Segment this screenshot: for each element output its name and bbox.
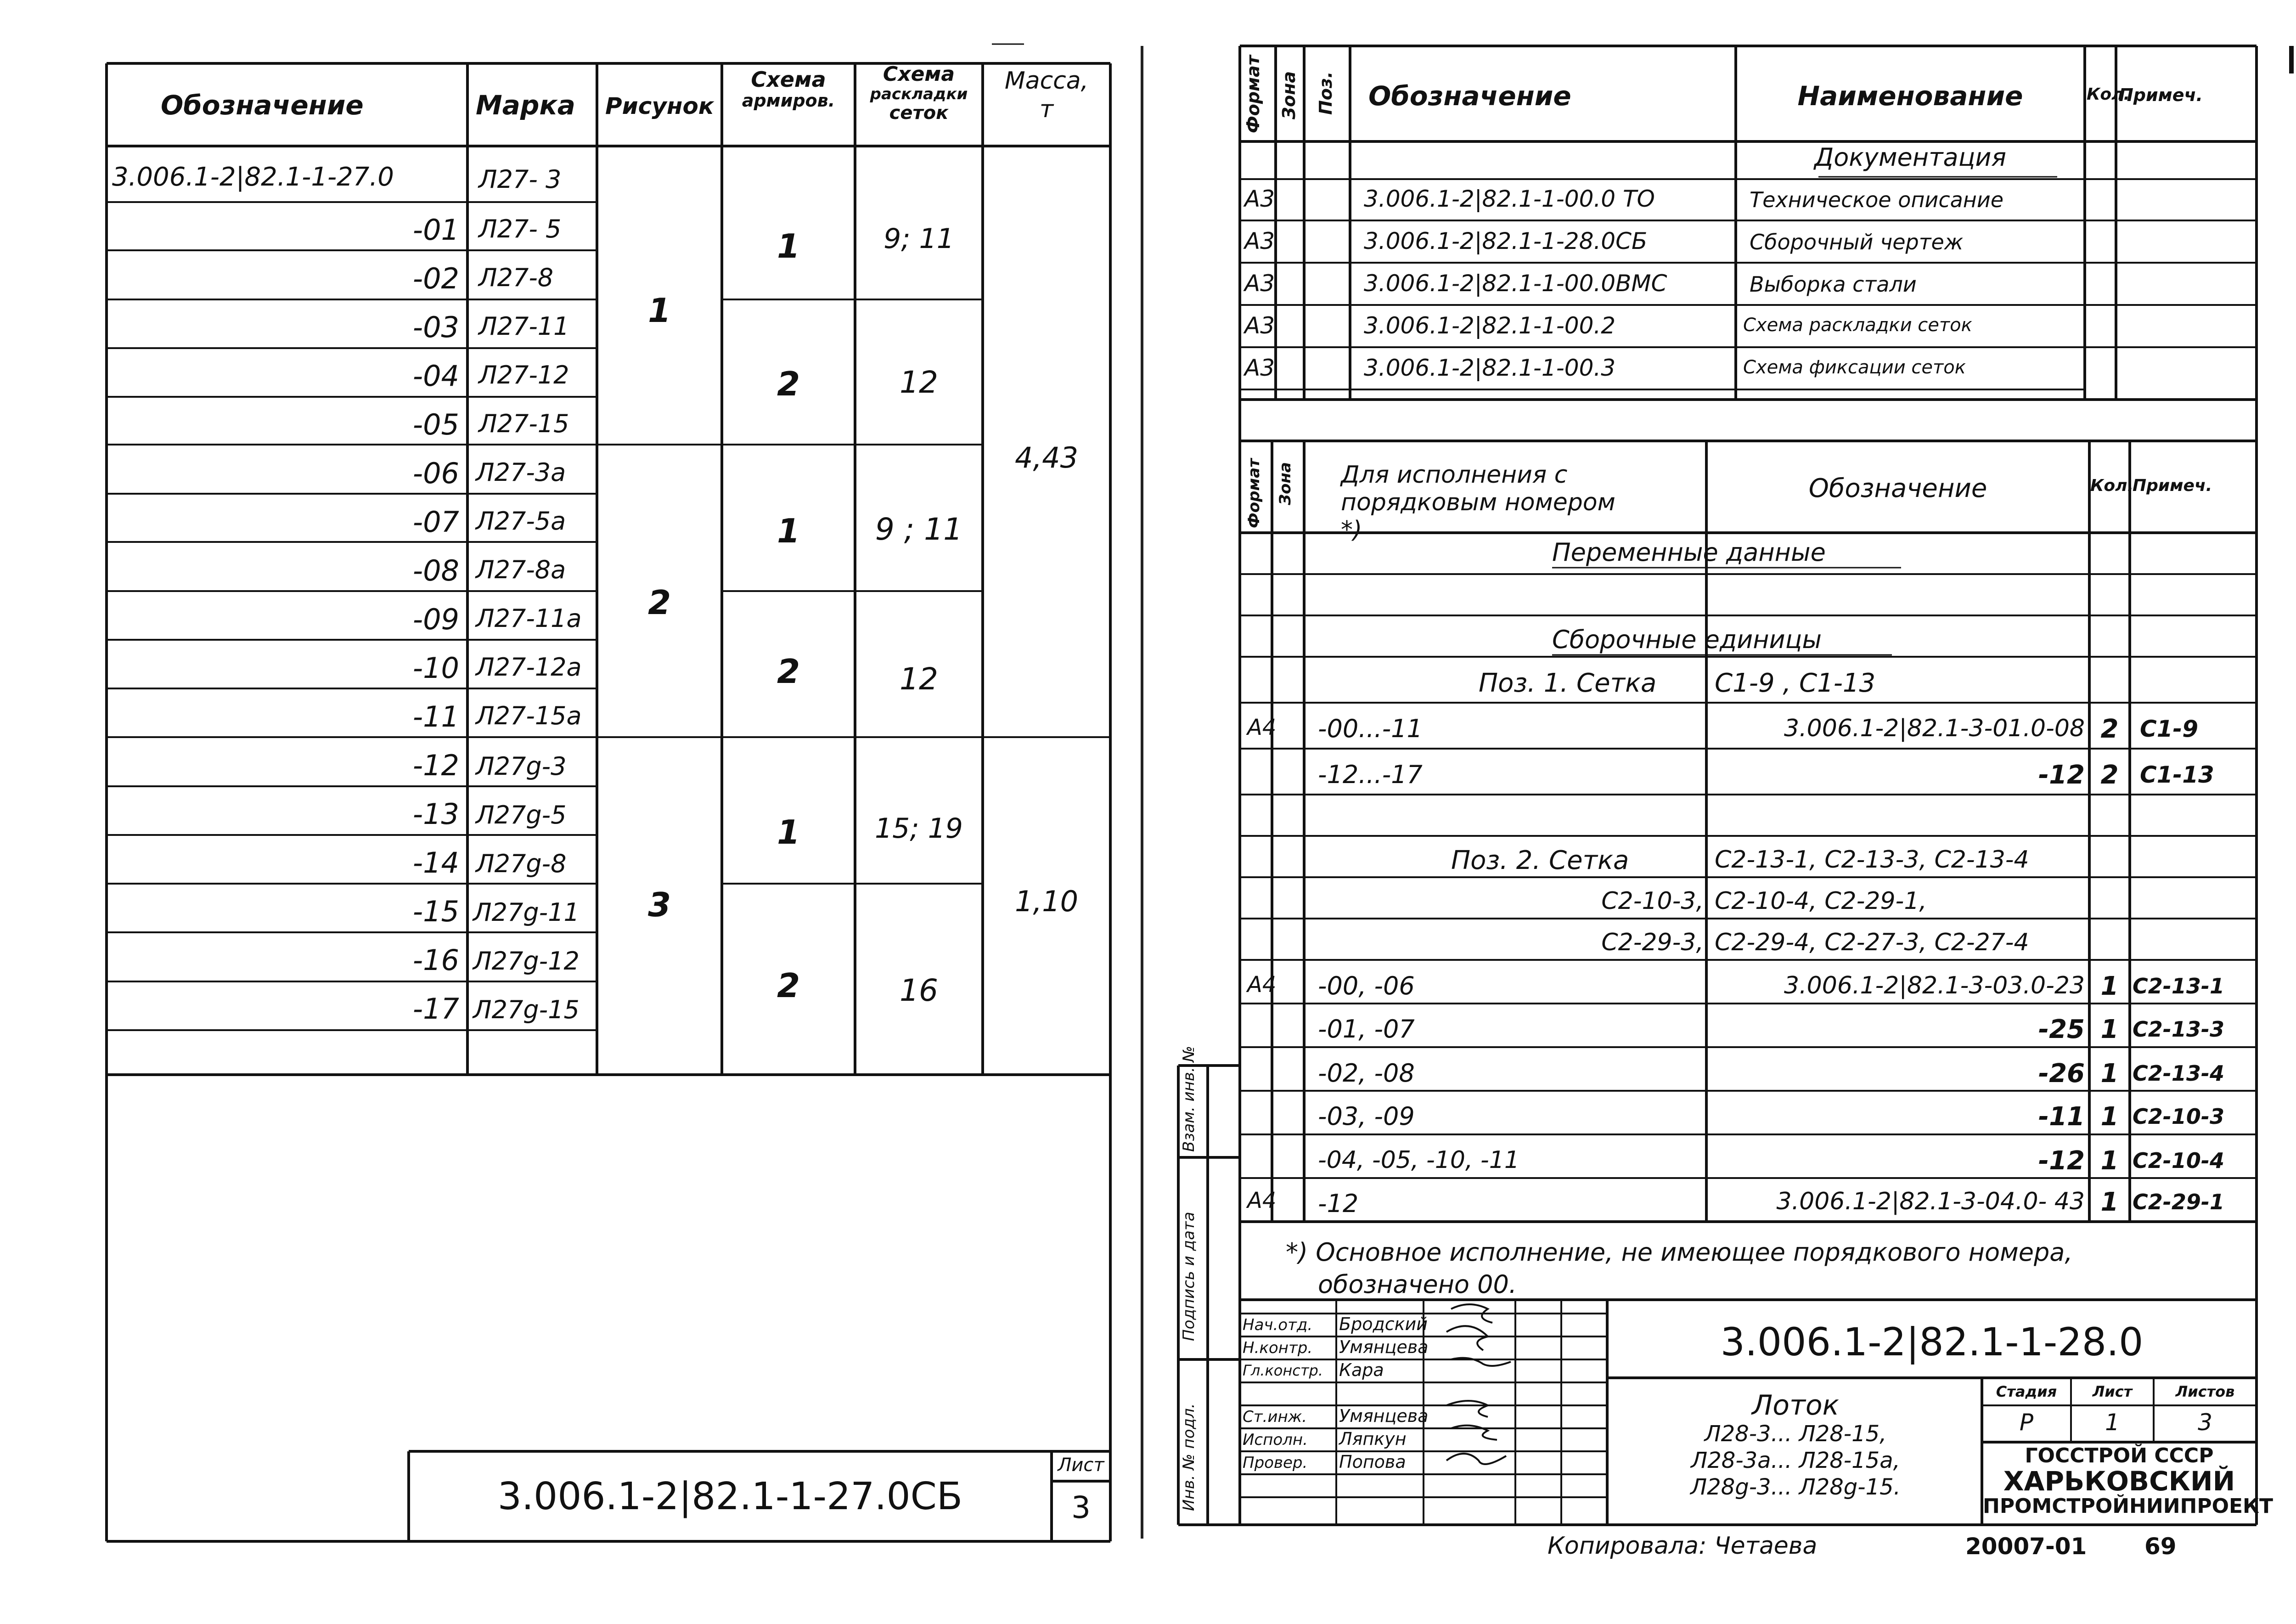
table-row-mark: Л27-12а bbox=[476, 653, 582, 682]
table-row-designation: 3.006.1-2|82.1-1-27.0 bbox=[112, 162, 394, 192]
sheet-value: 1 bbox=[2105, 1409, 2120, 1436]
table-row-designation: -14 bbox=[412, 846, 459, 880]
table-row-designation: -17 bbox=[412, 992, 459, 1026]
signature-name: Умянцева bbox=[1339, 1337, 1429, 1357]
variant-row-note: С2-10-4 bbox=[2133, 1148, 2224, 1173]
table-row-mark: Л27g-11 bbox=[473, 898, 580, 927]
variant-header-note: Примеч. bbox=[2133, 476, 2212, 495]
figure-group: 3 bbox=[647, 885, 671, 924]
table-row-designation: -06 bbox=[412, 457, 459, 490]
pos2-title: Поз. 2. Сетка bbox=[1451, 846, 1629, 875]
table-row-designation: -07 bbox=[412, 505, 459, 539]
variant-row-designation: 3.006.1-2|82.1-3-01.0-08 bbox=[1784, 715, 2085, 742]
figure-group: 1 bbox=[647, 291, 671, 330]
variant-row-designation: -12 bbox=[2038, 1146, 2085, 1176]
doc-designation: 3.006.1-2|82.1-1-00.0ВМС bbox=[1364, 270, 1667, 297]
doc-designation: 3.006.1-2|82.1-1-00.2 bbox=[1364, 312, 1616, 339]
doc-designation: 3.006.1-2|82.1-1-28.0СБ bbox=[1364, 228, 1648, 254]
col-header-mark: Марка bbox=[476, 90, 575, 121]
doc-format: А3 bbox=[1244, 186, 1275, 212]
footnote-line-1: *) Основное исполнение, не имеющее порядкового номера, bbox=[1286, 1238, 2073, 1267]
table-row-designation: -12 bbox=[412, 749, 459, 782]
left-sheet-label: Лист bbox=[1058, 1455, 1104, 1476]
variant-row-number: -00...-11 bbox=[1318, 714, 1423, 743]
scheme-reinf-value: 2 bbox=[777, 365, 800, 403]
pos2-meshes: С2-10-4, С2-29-1, bbox=[1715, 887, 1927, 915]
stamp-sign-date: Подпись и дата bbox=[1180, 1212, 1198, 1341]
signature-scribbles bbox=[1446, 1304, 1511, 1464]
scheme-reinf-value: 2 bbox=[777, 966, 800, 1005]
table-row-mark: Л27-11 bbox=[478, 312, 569, 341]
table-row-designation: -03 bbox=[412, 310, 459, 344]
col-header-scheme-reinf bbox=[723, 69, 854, 109]
variant-header-designation: Обозначение bbox=[1808, 474, 1987, 503]
footnote-line-2: обозначено 00. bbox=[1318, 1270, 1517, 1299]
scheme-mesh-label-2: раскладки bbox=[870, 85, 968, 103]
col-header-format: Формат bbox=[1243, 55, 1263, 133]
product-marks: Л28g-3... Л28g-15. bbox=[1690, 1474, 1901, 1500]
signature-name: Бродский bbox=[1339, 1314, 1428, 1334]
scheme-reinf-value: 1 bbox=[777, 813, 800, 851]
right-page bbox=[1157, 0, 2296, 1624]
scheme-mesh-label-3: сеток bbox=[889, 102, 949, 124]
signature-role: Исполн. bbox=[1243, 1431, 1308, 1449]
right-drawing-code: 3.006.1-2|82.1-1-28.0 bbox=[1720, 1320, 2144, 1365]
doc-format: А3 bbox=[1244, 270, 1275, 297]
doc-name: Сборочный чертеж bbox=[1750, 230, 1964, 254]
section-assembly-units: Сборочные единицы bbox=[1552, 625, 1822, 654]
variant-header-format: Формат bbox=[1245, 458, 1263, 528]
table-row-mark: Л27-5а bbox=[476, 507, 566, 536]
table-row-mark: Л27-15а bbox=[476, 701, 582, 730]
variant-row-qty: 1 bbox=[2100, 1015, 2119, 1044]
mass-label-1: Масса, bbox=[1004, 67, 1089, 95]
variant-row-qty: 1 bbox=[2100, 1059, 2119, 1088]
sheets-value: 3 bbox=[2198, 1409, 2212, 1436]
table-row-designation: -04 bbox=[412, 359, 459, 393]
table-row-mark: Л27-8 bbox=[478, 263, 554, 292]
spec-header-designation: Обозначение bbox=[1368, 80, 1571, 112]
table-row-designation: -13 bbox=[412, 797, 459, 831]
variant-row-note: С2-13-3 bbox=[2133, 1017, 2224, 1042]
variant-row-qty: 1 bbox=[2100, 1146, 2119, 1176]
scheme-mesh-label-1: Схема bbox=[883, 62, 955, 86]
scheme-mesh-value: 12 bbox=[900, 365, 938, 400]
variant-row-qty: 1 bbox=[2100, 971, 2119, 1001]
col-header-mass bbox=[984, 69, 1109, 121]
variant-row-number: -03, -09 bbox=[1318, 1102, 1415, 1131]
col-header-scheme-mesh bbox=[856, 64, 982, 122]
page-number: 69 bbox=[2144, 1533, 2177, 1560]
doc-name: Техническое описание bbox=[1750, 187, 2004, 212]
variant-row-note: С2-10-3 bbox=[2133, 1104, 2224, 1129]
table-row-designation: -11 bbox=[412, 700, 459, 733]
table-row-designation: -01 bbox=[412, 213, 459, 247]
org-city: ХАРЬКОВСКИЙ bbox=[2003, 1466, 2235, 1497]
col-header-designation: Обозначение bbox=[161, 90, 364, 121]
table-row-designation: -08 bbox=[412, 554, 459, 587]
doc-designation: 3.006.1-2|82.1-1-00.0 ТО bbox=[1364, 186, 1655, 212]
right-spec-grid bbox=[1157, 0, 2296, 1624]
scheme-mesh-value: 15; 19 bbox=[875, 812, 963, 845]
left-sheet-number: 3 bbox=[1071, 1490, 1091, 1525]
col-header-pos: Поз. bbox=[1316, 71, 1336, 115]
scheme-reinf-label-2: армиров. bbox=[742, 90, 835, 111]
table-row-designation: -16 bbox=[412, 943, 459, 977]
table-row-mark: Л27-3а bbox=[476, 458, 566, 487]
table-row-mark: Л27- 3 bbox=[478, 165, 562, 194]
variant-row-format: А4 bbox=[1247, 972, 1277, 998]
stage-value: Р bbox=[2019, 1409, 2034, 1436]
signature-name: Кара bbox=[1339, 1360, 1384, 1380]
signature-name: Ляпкун bbox=[1339, 1429, 1407, 1449]
scheme-reinf-label-1: Схема bbox=[751, 67, 826, 92]
sheet-label: Лист bbox=[2092, 1383, 2133, 1400]
doc-format: А3 bbox=[1244, 312, 1275, 339]
variant-header-zone: Зона bbox=[1276, 462, 1294, 505]
variant-row-number: -04, -05, -10, -11 bbox=[1318, 1146, 1519, 1174]
variant-row-number: -00, -06 bbox=[1318, 971, 1415, 1000]
product-marks: Л28-3а... Л28-15а, bbox=[1691, 1448, 1900, 1473]
variant-row-designation: -26 bbox=[2038, 1059, 2085, 1088]
stamp-inv-original: Инв. № подл. bbox=[1180, 1403, 1198, 1511]
col-header-zone: Зона bbox=[1279, 71, 1299, 119]
variant-row-qty: 1 bbox=[2100, 1187, 2119, 1217]
copied-by: Копировала: Четаева bbox=[1548, 1532, 1818, 1560]
variant-row-designation: 3.006.1-2|82.1-3-04.0- 43 bbox=[1776, 1188, 2085, 1215]
mass-value: 1,10 bbox=[1014, 885, 1079, 918]
variant-row-format: А4 bbox=[1247, 715, 1277, 740]
fold-mark bbox=[1141, 46, 1143, 1539]
pos2-meshes-left: С2-10-3, bbox=[1601, 887, 1704, 915]
table-row-mark: Л27-15 bbox=[478, 409, 569, 438]
variant-row-note: С2-29-1 bbox=[2133, 1190, 2224, 1214]
variant-row-qty: 2 bbox=[2100, 760, 2119, 790]
signature-role: Гл.констр. bbox=[1243, 1362, 1323, 1379]
scheme-mesh-value: 9; 11 bbox=[884, 223, 954, 255]
left-page bbox=[0, 0, 1139, 1624]
variant-row-qty: 2 bbox=[2100, 714, 2119, 744]
product-name: Лоток bbox=[1752, 1389, 1839, 1421]
signature-role: Ст.инж. bbox=[1243, 1408, 1307, 1426]
spec-header-note: Примеч. bbox=[2119, 85, 2203, 105]
table-row-mark: Л27-8а bbox=[476, 555, 566, 584]
table-row-mark: Л27g-15 bbox=[473, 995, 580, 1024]
doc-name: Выборка стали bbox=[1750, 272, 1917, 297]
table-row-mark: Л27g-8 bbox=[476, 849, 567, 878]
scheme-reinf-value: 2 bbox=[777, 652, 800, 691]
table-row-designation: -15 bbox=[412, 895, 459, 928]
variant-row-note: С2-13-4 bbox=[2133, 1061, 2224, 1086]
doc-format: А3 bbox=[1244, 228, 1275, 254]
section-documentation: Документация bbox=[1814, 143, 2006, 172]
variant-row-number: -01, -07 bbox=[1318, 1015, 1415, 1043]
variant-row-number: -02, -08 bbox=[1318, 1059, 1415, 1088]
variant-row-format: А4 bbox=[1247, 1188, 1277, 1213]
table-row-mark: Л27- 5 bbox=[478, 214, 562, 243]
org-ministry: ГОССТРОЙ СССР bbox=[2025, 1444, 2214, 1467]
signature-name: Попова bbox=[1339, 1452, 1406, 1472]
section-variable-data: Переменные данные bbox=[1552, 538, 1826, 567]
mass-label-2: т bbox=[1039, 96, 1054, 123]
variant-row-note: С2-13-1 bbox=[2133, 974, 2224, 998]
pos2-meshes: С2-29-4, С2-27-3, С2-27-4 bbox=[1715, 929, 2029, 956]
variant-header-qty: Кол. bbox=[2090, 476, 2134, 495]
signature-role: Нач.отд. bbox=[1243, 1316, 1313, 1334]
table-row-designation: -02 bbox=[412, 262, 459, 295]
stage-label: Стадия bbox=[1996, 1383, 2057, 1400]
product-marks: Л28-3... Л28-15, bbox=[1704, 1421, 1887, 1447]
doc-name: Схема фиксации сеток bbox=[1743, 357, 1966, 378]
doc-format: А3 bbox=[1244, 355, 1275, 381]
scheme-mesh-value: 9 ; 11 bbox=[875, 512, 963, 547]
table-row-designation: -05 bbox=[412, 408, 459, 441]
scheme-reinf-value: 1 bbox=[777, 512, 800, 550]
table-row-mark: Л27g-5 bbox=[476, 801, 567, 829]
table-row-mark: Л27g-3 bbox=[476, 752, 567, 781]
variant-row-qty: 1 bbox=[2100, 1102, 2119, 1132]
left-drawing-code: 3.006.1-2|82.1-1-27.0СБ bbox=[497, 1475, 963, 1518]
variant-row-designation: -25 bbox=[2038, 1015, 2085, 1044]
signature-role: Провер. bbox=[1243, 1454, 1308, 1472]
table-row-designation: -09 bbox=[412, 603, 459, 636]
variant-row-designation: -12 bbox=[2038, 760, 2085, 790]
pos2-meshes-left: С2-29-3, bbox=[1601, 929, 1704, 956]
figure-group: 2 bbox=[647, 583, 671, 622]
scheme-reinf-value: 1 bbox=[777, 227, 800, 265]
sheets-label: Листов bbox=[2175, 1383, 2235, 1400]
variant-row-number: -12 bbox=[1318, 1189, 1359, 1218]
pos1-title: Поз. 1. Сетка bbox=[1479, 668, 1657, 698]
spec-header-name: Наименование bbox=[1797, 80, 2023, 112]
variant-row-number: -12...-17 bbox=[1318, 760, 1423, 789]
col-header-figure: Рисунок bbox=[605, 93, 714, 119]
org-institute: ПРОМСТРОЙНИИПРОЕКТ bbox=[1983, 1494, 2273, 1518]
signature-role: Н.контр. bbox=[1243, 1339, 1313, 1357]
table-row-designation: -10 bbox=[412, 651, 459, 685]
pos2-meshes: С2-13-1, С2-13-3, С2-13-4 bbox=[1715, 846, 2029, 874]
doc-designation: 3.006.1-2|82.1-1-00.3 bbox=[1364, 355, 1616, 381]
stamp-ref-inv: Взам. инв. № bbox=[1180, 1046, 1198, 1152]
spec-header-qty: Кол. bbox=[2087, 85, 2130, 104]
table-row-mark: Л27-11а bbox=[476, 604, 582, 633]
variant-row-designation: 3.006.1-2|82.1-3-03.0-23 bbox=[1784, 972, 2085, 999]
variant-header-variant: Для исполнения с порядковым номером *) bbox=[1341, 461, 1615, 544]
table-row-mark: Л27-12 bbox=[478, 361, 569, 389]
mass-value: 4,43 bbox=[1014, 441, 1079, 474]
scheme-mesh-value: 12 bbox=[900, 661, 938, 697]
order-number: 20007-01 bbox=[1965, 1533, 2087, 1560]
variant-row-note: С1-9 bbox=[2140, 716, 2199, 742]
variant-row-note: С1-13 bbox=[2140, 761, 2214, 788]
scheme-mesh-value: 16 bbox=[900, 973, 938, 1008]
pos1-meshes: С1-9 , С1-13 bbox=[1715, 668, 1876, 698]
variant-row-designation: -11 bbox=[2038, 1102, 2085, 1132]
signature-name: Умянцева bbox=[1339, 1406, 1429, 1426]
table-row-mark: Л27g-12 bbox=[473, 947, 580, 976]
doc-name: Схема раскладки сеток bbox=[1743, 315, 1972, 336]
